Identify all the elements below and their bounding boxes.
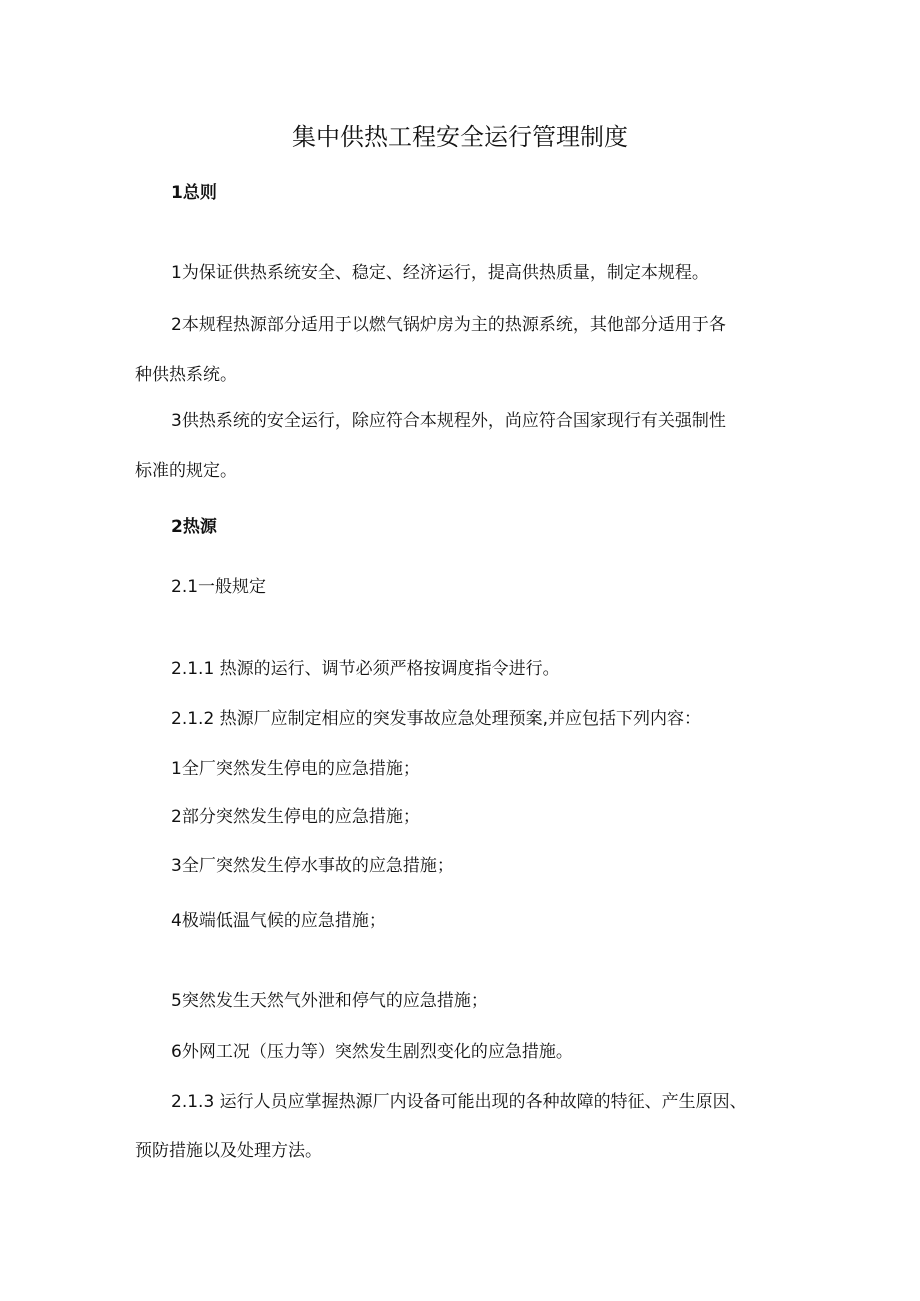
subsection-2-1-heading: 2.1一般规定 (171, 577, 267, 597)
list-item-6: 6外网工况（压力等）突然发生剧烈变化的应急措施。 (171, 1042, 573, 1062)
clause-2-1-3-line-2: 预防措施以及处理方法。 (135, 1141, 322, 1161)
paragraph-1: 1为保证供热系统安全、稳定、经济运行，提高供热质量，制定本规程。 (171, 263, 709, 283)
paragraph-3-line-2: 标准的规定。 (135, 461, 237, 481)
section-1-heading: 1总则 (171, 183, 217, 203)
clause-2-1-2: 2.1.2 热源厂应制定相应的突发事故应急处理预案,并应包括下列内容： (171, 709, 702, 729)
list-item-4: 4极端低温气候的应急措施； (171, 911, 386, 931)
clause-2-1-3-line-1: 2.1.3 运行人员应掌握热源厂内设备可能出现的各种故障的特征、产生原因、 (171, 1092, 747, 1112)
paragraph-2-line-2: 种供热系统。 (135, 365, 237, 385)
document-title: 集中供热工程安全运行管理制度 (292, 123, 628, 151)
list-item-5: 5突然发生天然气外泄和停气的应急措施； (171, 991, 488, 1011)
list-item-1: 1全厂突然发生停电的应急措施； (171, 759, 420, 779)
paragraph-2-line-1: 2本规程热源部分适用于以燃气锅炉房为主的热源系统，其他部分适用于各 (171, 315, 726, 335)
section-2-heading: 2热源 (171, 517, 217, 537)
list-item-3: 3全厂突然发生停水事故的应急措施； (171, 856, 454, 876)
clause-2-1-1: 2.1.1 热源的运行、调节必须严格按调度指令进行。 (171, 659, 560, 679)
list-item-2: 2部分突然发生停电的应急措施； (171, 807, 420, 827)
paragraph-3-line-1: 3供热系统的安全运行，除应符合本规程外，尚应符合国家现行有关强制性 (171, 411, 726, 431)
